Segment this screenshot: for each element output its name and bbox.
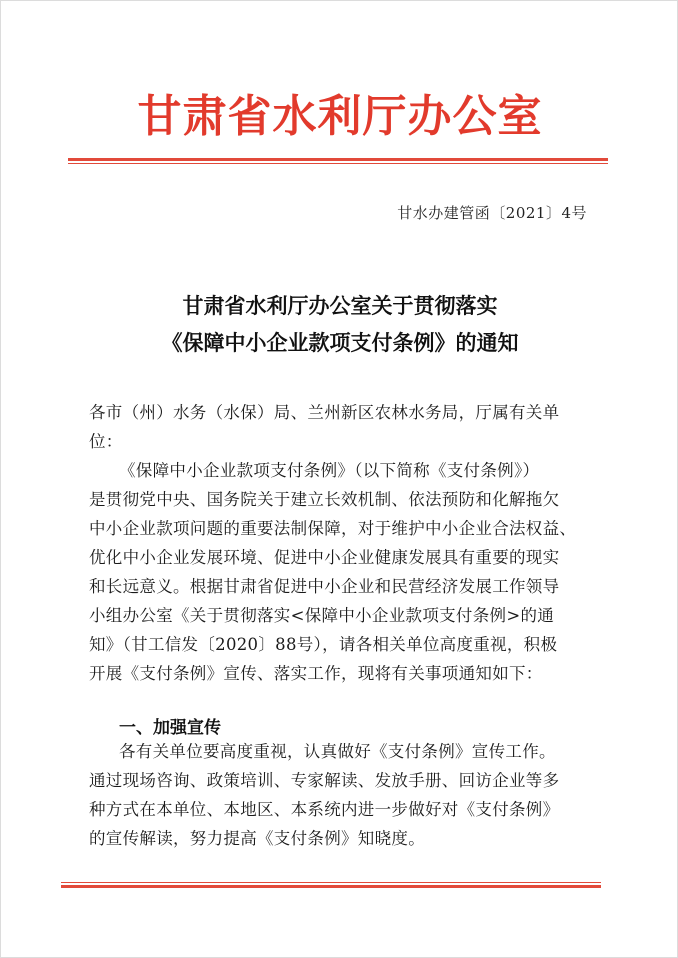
notice-title-line-2: 《保障中小企业款项支付条例》的通知 <box>161 331 519 355</box>
notice-title-line-1: 甘肃省水利厅办公室关于贯彻落实 <box>182 294 498 318</box>
salutation <box>89 398 609 456</box>
section-heading-1: 一、加强宣传 <box>119 718 221 738</box>
body-paragraph-1 <box>89 456 609 688</box>
text-line: 位： <box>89 432 123 451</box>
text-line: 种方式在本单位、本地区、本系统内进一步做好对《支付条例》 <box>89 800 560 819</box>
text-line: 通过现场咨询、政策培训、专家解读、发放手册、回访企业等多 <box>89 771 560 790</box>
text-line: 是贯彻党中央、国务院关于建立长效机制、依法预防和化解拖欠 <box>89 490 560 509</box>
document-number: 甘水办建管函〔2021〕4号 <box>397 204 587 222</box>
text-line: 各有关单位要高度重视，认真做好《支付条例》宣传工作。 <box>119 742 556 761</box>
footer-rule-thick <box>61 885 601 888</box>
text-line: 的宣传解读，努力提高《支付条例》知晓度。 <box>89 829 425 848</box>
text-line: 和长远意义。根据甘肃省促进中小企业和民营经济发展工作领导 <box>89 577 560 596</box>
letterhead-rule-thick <box>68 158 608 161</box>
text-line: 各市（州）水务（水保）局、兰州新区农林水务局，厅属有关单 <box>89 403 560 422</box>
text-line: 知》（甘工信发〔2020〕88号），请各相关单位高度重视，积极 <box>89 635 558 654</box>
letterhead-rule-thin <box>68 163 608 164</box>
text-line: 《保障中小企业款项支付条例》（以下简称《支付条例》） <box>119 461 540 480</box>
text-line: 开展《支付条例》宣传、落实工作，现将有关事项通知如下： <box>89 664 543 683</box>
text-line: 小组办公室《关于贯彻落实<保障中小企业款项支付条例>的通 <box>89 606 555 625</box>
letterhead-title: 甘肃省水利厅办公室 <box>137 91 543 142</box>
text-line: 优化中小企业发展环境、促进中小企业健康发展具有重要的现实 <box>89 548 560 567</box>
body-paragraph-2 <box>89 737 609 853</box>
footer-rule-thin <box>61 882 601 883</box>
text-line: 中小企业款项问题的重要法制保障，对于维护中小企业合法权益、 <box>89 519 577 538</box>
